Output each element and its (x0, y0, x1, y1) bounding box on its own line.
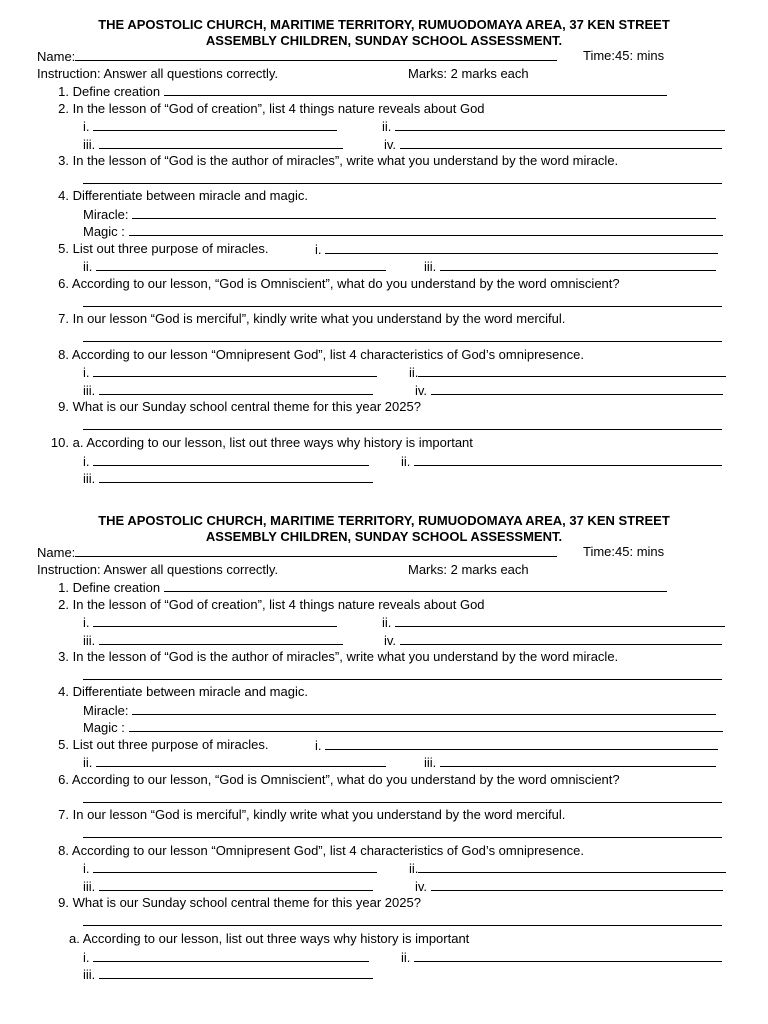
question-2-answer-ii: ii. (382, 613, 725, 631)
question-2: 2. In the lesson of “God of creation”, list 4 things nature reveals about God (58, 597, 485, 612)
answer-field[interactable] (129, 222, 723, 236)
answer-field[interactable] (395, 613, 725, 627)
answer-field[interactable] (440, 257, 716, 271)
question-9-answer-line (83, 416, 722, 434)
answer-field[interactable] (431, 877, 723, 891)
name-label: Name: (37, 49, 76, 64)
question-5-answer-iii: iii. (424, 753, 716, 771)
instruction-text: Instruction: Answer all questions correctly. (37, 562, 279, 577)
question-4: 4. Differentiate between miracle and magic. (58, 684, 308, 699)
question-3: 3. In the lesson of “God is the author of miracles”, write what you understand by the word miracle. (58, 153, 619, 168)
answer-field[interactable] (83, 293, 722, 307)
question-7-answer-line (83, 824, 722, 842)
question-6-answer-line (83, 293, 722, 311)
question-8-answer-iii: iii. (83, 381, 373, 399)
question-2-answer-iii: iii. (83, 135, 343, 153)
answer-field[interactable] (325, 240, 718, 254)
answer-field[interactable] (93, 452, 369, 466)
question-10-answer-i: i. (83, 452, 369, 470)
answer-field[interactable] (96, 257, 386, 271)
question-6: 6. According to our lesson, “God is Omniscient”, what do you understand by the word omniscient? (58, 772, 620, 787)
question-8-answer-iv: iv. (415, 381, 723, 399)
question-3-answer-line (83, 666, 722, 684)
question-1: 1. Define creation (47, 82, 667, 100)
answer-field[interactable] (414, 948, 722, 962)
question-1: 1. Define creation (47, 578, 667, 596)
answer-field[interactable] (83, 666, 722, 680)
question-10: a. According to our lesson, list out three ways why history is important (69, 931, 470, 946)
question-9-answer-line (83, 912, 722, 930)
name-label: Name: (37, 545, 76, 560)
question-8-answer-i: i. (83, 363, 377, 381)
question-5-answer-i: i. (315, 240, 718, 258)
name-field[interactable] (75, 47, 557, 61)
answer-field[interactable] (414, 452, 722, 466)
question-6-answer-line (83, 789, 722, 807)
question-4-magic: Magic : (83, 718, 723, 736)
answer-field[interactable] (164, 82, 667, 96)
answer-field[interactable] (83, 824, 722, 838)
question-2-answer-iv: iv. (384, 631, 722, 649)
answer-field[interactable] (93, 948, 369, 962)
question-3: 3. In the lesson of “God is the author of miracles”, write what you understand by the word miracle. (58, 649, 619, 664)
answer-field[interactable] (164, 578, 667, 592)
answer-field[interactable] (418, 363, 726, 377)
question-9: 9. What is our Sunday school central theme for this year 2025? (58, 895, 421, 910)
question-4: 4. Differentiate between miracle and magic. (58, 188, 308, 203)
question-8-answer-iii: iii. (83, 877, 373, 895)
answer-field[interactable] (400, 135, 722, 149)
answer-field[interactable] (93, 363, 377, 377)
question-8-answer-ii: ii. (409, 859, 726, 877)
answer-field[interactable] (400, 631, 722, 645)
answer-field[interactable] (395, 117, 725, 131)
question-8-answer-ii: ii. (409, 363, 726, 381)
question-8-answer-i: i. (83, 859, 377, 877)
time-label: Time:45: mins (583, 48, 665, 63)
answer-field[interactable] (93, 859, 377, 873)
answer-field[interactable] (325, 736, 718, 750)
question-10-answer-ii: ii. (401, 452, 722, 470)
answer-field[interactable] (93, 613, 337, 627)
answer-field[interactable] (431, 381, 723, 395)
title-line-1: THE APOSTOLIC CHURCH, MARITIME TERRITORY, RUMUODOMAYA AREA, 37 KEN STREET (98, 513, 670, 528)
name-field[interactable] (75, 543, 557, 557)
answer-field[interactable] (83, 328, 722, 342)
marks-text: Marks: 2 marks each (408, 66, 529, 81)
answer-field[interactable] (440, 753, 716, 767)
question-8: 8. According to our lesson “Omnipresent God”, list 4 characteristics of God’s omnipresence. (58, 347, 584, 362)
name-row (37, 47, 557, 65)
question-10-answer-iii: iii. (83, 965, 373, 983)
answer-field[interactable] (99, 135, 343, 149)
marks-text: Marks: 2 marks each (408, 562, 529, 577)
question-9: 9. What is our Sunday school central theme for this year 2025? (58, 399, 421, 414)
title-line-2: ASSEMBLY CHILDREN, SUNDAY SCHOOL ASSESSMENT. (205, 529, 563, 544)
answer-field[interactable] (83, 416, 722, 430)
question-10-answer-iii: iii. (83, 469, 373, 487)
question-4-miracle: Miracle: (83, 701, 716, 719)
question-5: 5. List out three purpose of miracles. (58, 737, 269, 752)
answer-field[interactable] (99, 381, 373, 395)
question-2-answer-ii: ii. (382, 117, 725, 135)
answer-field[interactable] (418, 859, 726, 873)
question-5-answer-i: i. (315, 736, 718, 754)
question-7: 7. In our lesson “God is merciful”, kindly write what you understand by the word merciful. (58, 807, 566, 822)
question-2-answer-i: i. (83, 117, 337, 135)
instruction-text: Instruction: Answer all questions correctly. (37, 66, 279, 81)
question-10-answer-i: i. (83, 948, 369, 966)
answer-field[interactable] (93, 117, 337, 131)
answer-field[interactable] (99, 631, 343, 645)
question-10: 10. a. According to our lesson, list out three ways why history is important (50, 435, 473, 450)
question-4-miracle: Miracle: (83, 205, 716, 223)
answer-field[interactable] (129, 718, 723, 732)
question-4-magic: Magic : (83, 222, 723, 240)
name-row (37, 543, 557, 561)
question-5: 5. List out three purpose of miracles. (58, 241, 269, 256)
question-5-answer-ii: ii. (83, 753, 386, 771)
title-line-1: THE APOSTOLIC CHURCH, MARITIME TERRITORY, RUMUODOMAYA AREA, 37 KEN STREET (98, 17, 670, 32)
answer-field[interactable] (96, 753, 386, 767)
question-2-answer-iii: iii. (83, 631, 343, 649)
question-7: 7. In our lesson “God is merciful”, kindly write what you understand by the word merciful. (58, 311, 566, 326)
question-2-answer-iv: iv. (384, 135, 722, 153)
answer-field[interactable] (132, 205, 716, 219)
title-line-2: ASSEMBLY CHILDREN, SUNDAY SCHOOL ASSESSMENT. (205, 33, 563, 48)
question-3-answer-line (83, 170, 722, 188)
answer-field[interactable] (99, 469, 373, 483)
answer-field[interactable] (99, 877, 373, 891)
question-5-answer-iii: iii. (424, 257, 716, 275)
question-7-answer-line (83, 328, 722, 346)
question-5-answer-ii: ii. (83, 257, 386, 275)
answer-field[interactable] (132, 701, 716, 715)
time-label: Time:45: mins (583, 544, 665, 559)
question-10-answer-ii: ii. (401, 948, 722, 966)
answer-field[interactable] (83, 912, 722, 926)
question-8-answer-iv: iv. (415, 877, 723, 895)
answer-field[interactable] (99, 965, 373, 979)
answer-field[interactable] (83, 170, 722, 184)
question-2: 2. In the lesson of “God of creation”, list 4 things nature reveals about God (58, 101, 485, 116)
question-8: 8. According to our lesson “Omnipresent God”, list 4 characteristics of God’s omnipresence. (58, 843, 584, 858)
question-2-answer-i: i. (83, 613, 337, 631)
question-6: 6. According to our lesson, “God is Omniscient”, what do you understand by the word omniscient? (58, 276, 620, 291)
answer-field[interactable] (83, 789, 722, 803)
